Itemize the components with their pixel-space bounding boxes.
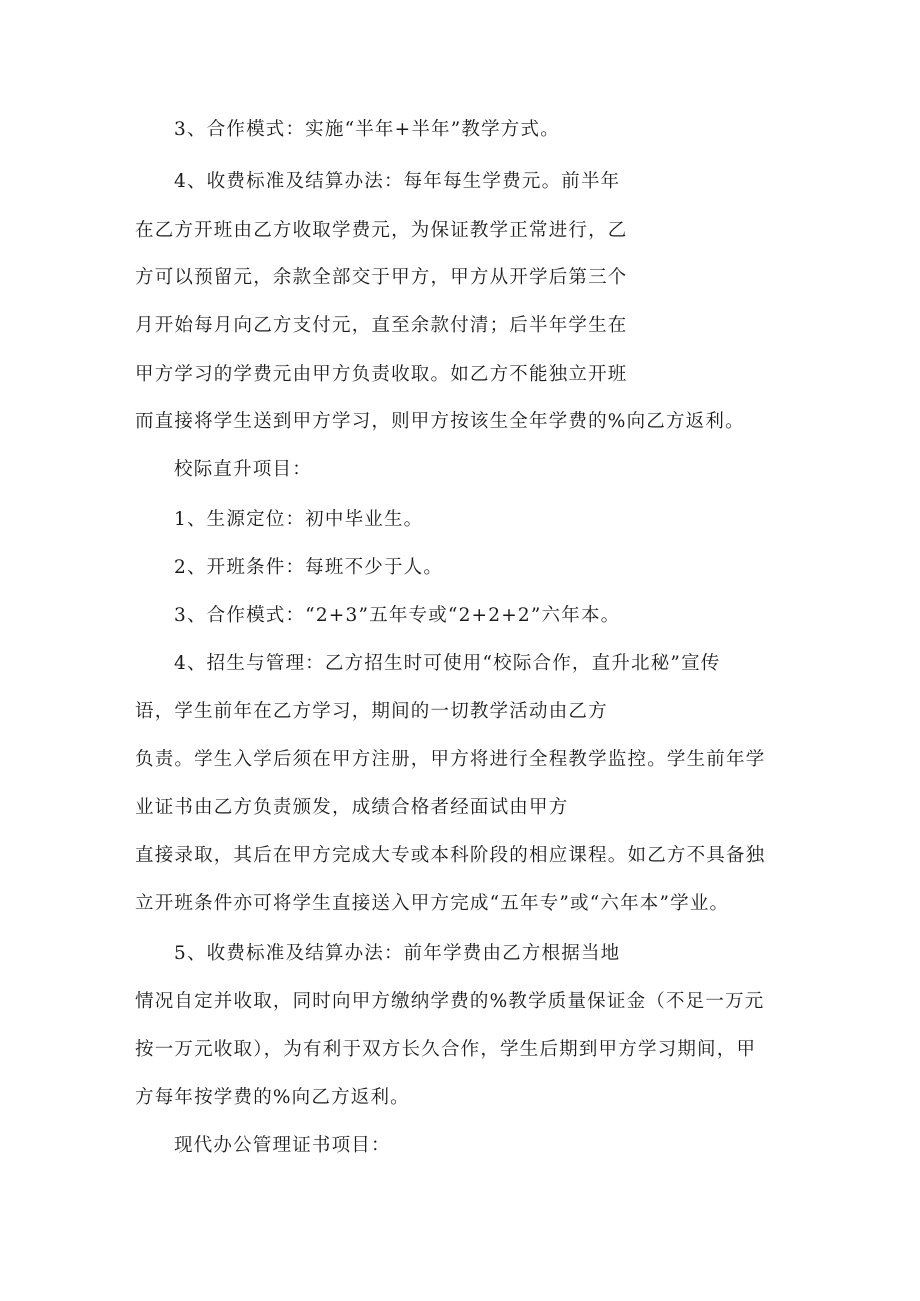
paragraph-line: 4、收费标准及结算办法：每年每生学费元。前半年: [174, 171, 621, 192]
paragraph-line: 5、收费标准及结算办法：前年学费由乙方根据当地: [174, 943, 621, 964]
paragraph-line: 直接录取，其后在甲方完成大专或本科阶段的相应课程。如乙方不具备独: [135, 845, 766, 866]
paragraph-line: 月开始每月向乙方支付元，直至余款付清；后半年学生在: [135, 315, 628, 336]
paragraph-line: 业证书由乙方负责颁发，成绩合格者经面试由甲方: [135, 797, 569, 818]
paragraph-line: 立开班条件亦可将学生直接送入甲方完成“五年专”或“六年本”学业。: [135, 893, 730, 914]
paragraph-line: 4、招生与管理：乙方招生时可使用“校际合作，直升北秘”宣传: [174, 653, 721, 674]
paragraph-line: 语，学生前年在乙方学习，期间的一切教学活动由乙方: [135, 701, 608, 722]
paragraph-line: 甲方学习的学费元由甲方负责收取。如乙方不能独立开班: [135, 364, 628, 385]
paragraph-line: 情况自定并收取，同时向甲方缴纳学费的%教学质量保证金（不足一万元: [135, 991, 765, 1012]
paragraph-line: 1、生源定位：初中毕业生。: [174, 509, 424, 530]
paragraph-line: 3、合作模式：“2+3”五年专或“2+2+2”六年本。: [174, 605, 621, 626]
paragraph-line: 方每年按学费的%向乙方返利。: [135, 1087, 410, 1108]
paragraph-line: 方可以预留元，余款全部交于甲方，甲方从开学后第三个: [135, 267, 628, 288]
paragraph-line: 负责。学生入学后须在甲方注册，甲方将进行全程教学监控。学生前年学: [135, 749, 766, 770]
paragraph-line: 3、合作模式：实施“半年+半年”教学方式。: [174, 119, 560, 140]
paragraph-line: 按一万元收取），为有利于双方长久合作，学生后期到甲方学习期间，甲: [135, 1039, 757, 1060]
paragraph-line: 2、开班条件：每班不少于人。: [174, 557, 444, 578]
paragraph-line: 而直接将学生送到甲方学习，则甲方按该生全年学费的%向乙方返利。: [135, 411, 745, 432]
section-heading: 校际直升项目：: [174, 459, 312, 480]
paragraph-line: 在乙方开班由乙方收取学费元，为保证教学正常进行，乙: [135, 220, 628, 241]
section-heading: 现代办公管理证书项目：: [174, 1135, 391, 1156]
